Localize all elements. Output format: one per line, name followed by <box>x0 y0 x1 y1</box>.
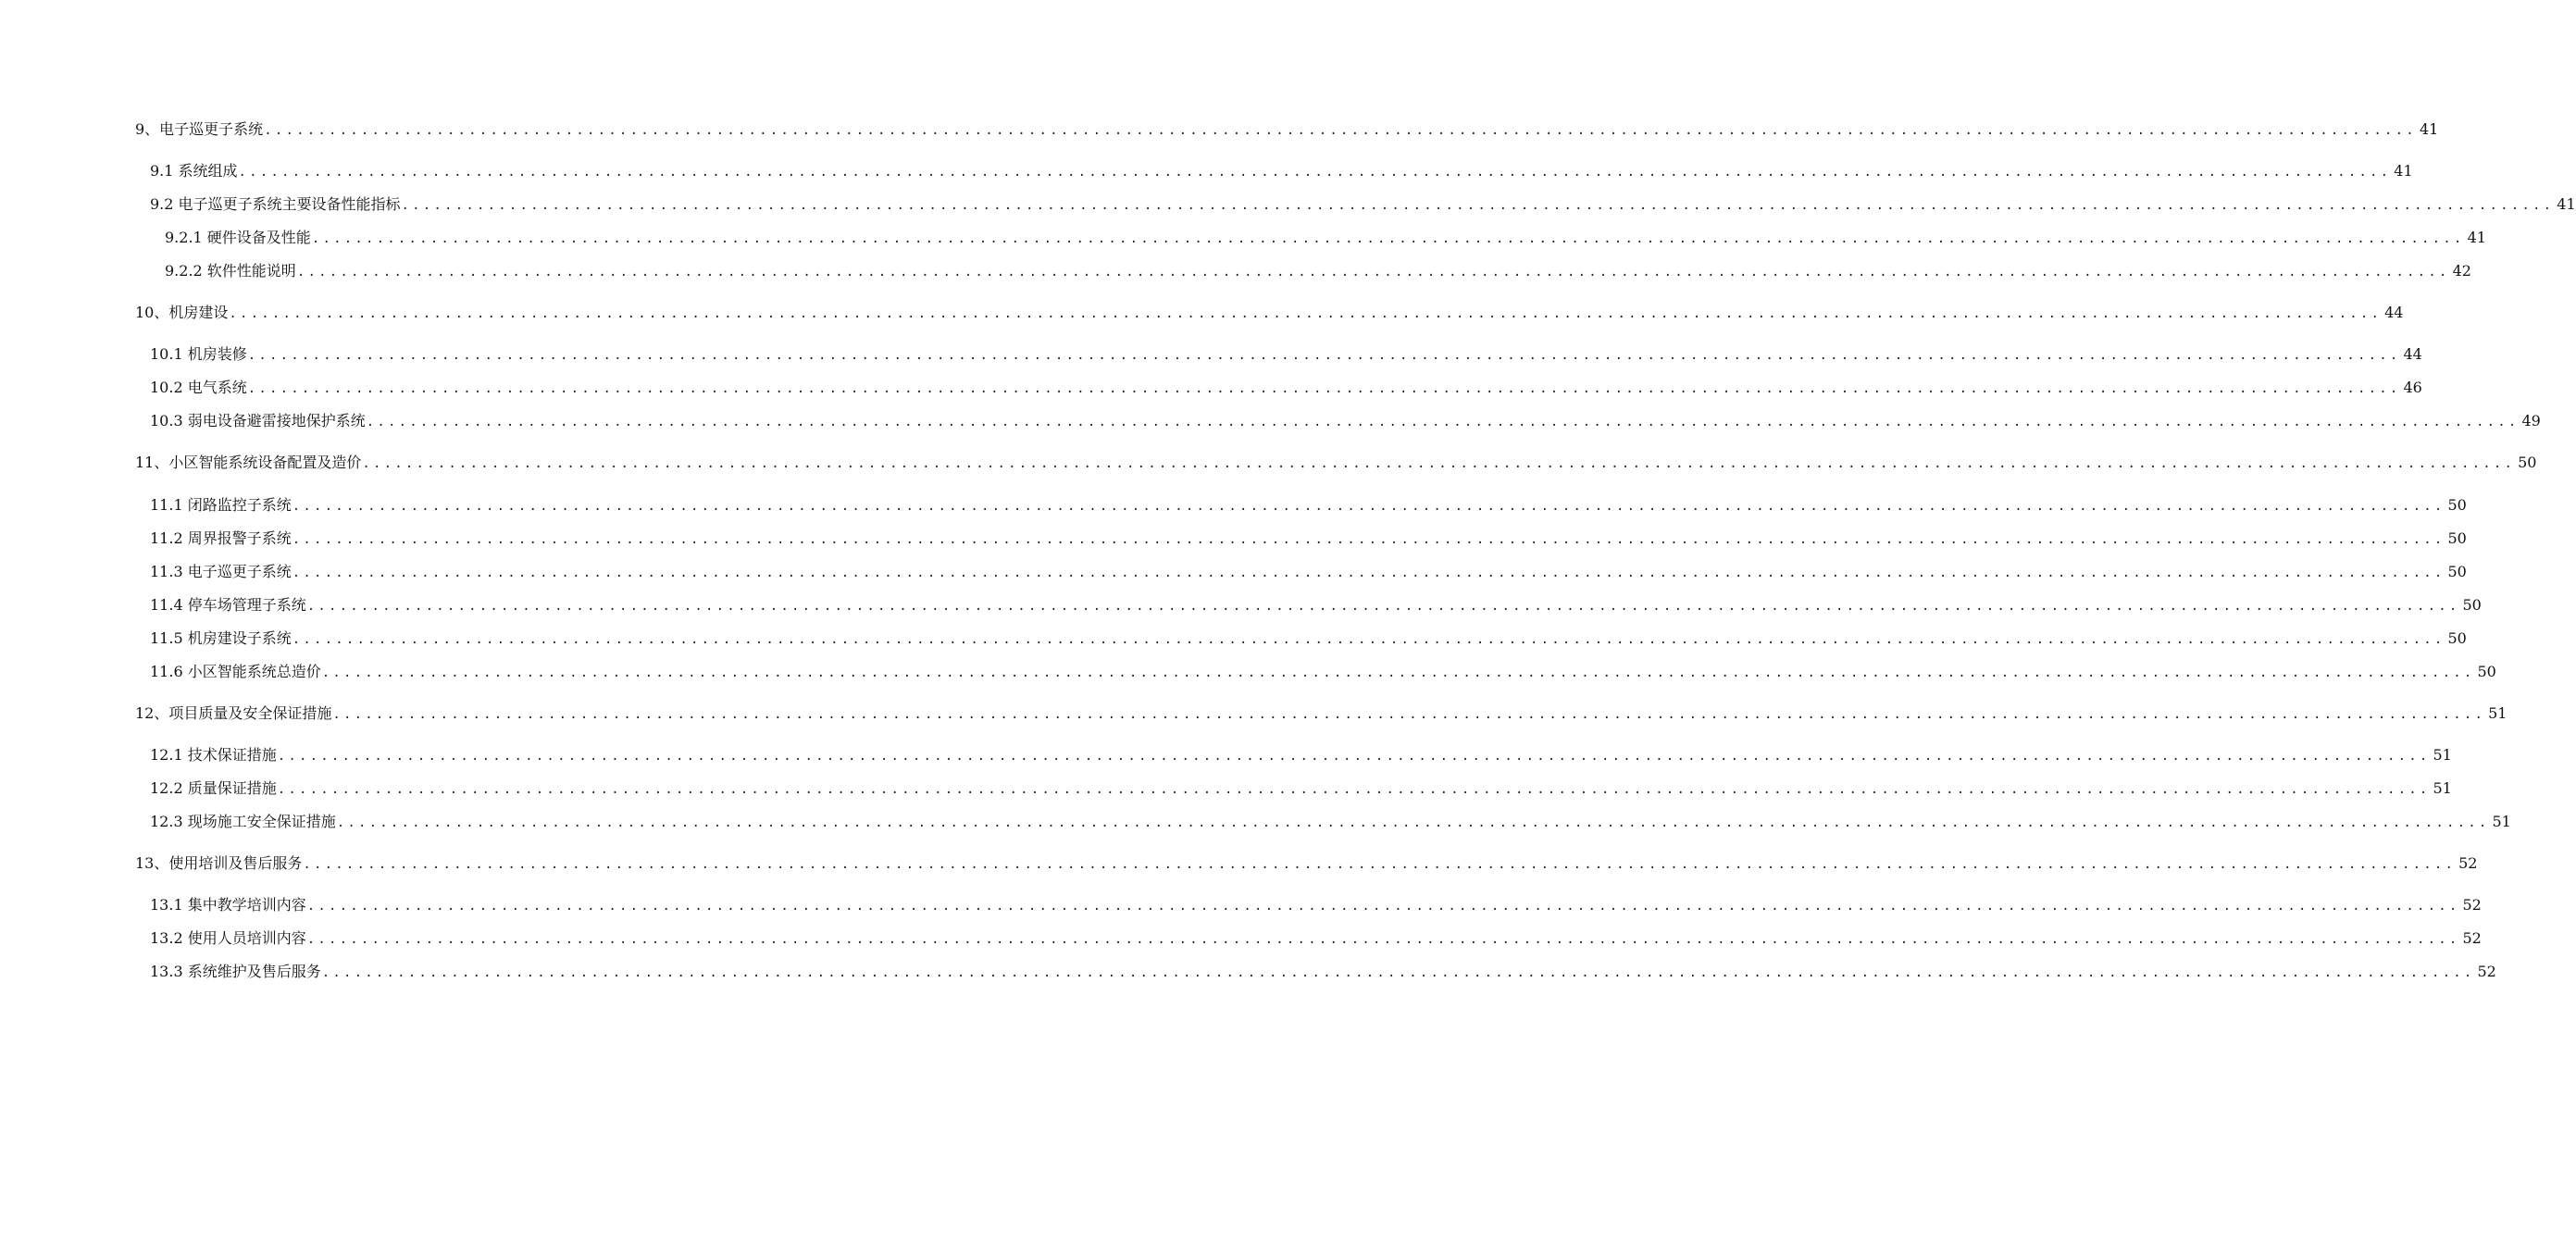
toc-page-number: 44 <box>2403 345 2422 363</box>
toc-title: 12.3 现场施工安全保证措施 <box>150 813 336 830</box>
toc-title: 9.2.1 硬件设备及性能 <box>165 229 311 246</box>
toc-leader-dots: ........................................................................................................................................................................................................ <box>264 123 2417 138</box>
toc-title: 13.3 系统维护及售后服务 <box>150 963 321 980</box>
toc-page-number: 50 <box>2447 629 2467 647</box>
toc-entry <box>165 258 2471 280</box>
toc-title: 10.1 机房装修 <box>150 345 247 363</box>
toc-entry <box>150 492 2467 515</box>
toc-title: 11.5 机房建设子系统 <box>150 629 292 647</box>
toc-title: 13.2 使用人员培训内容 <box>150 929 306 947</box>
toc-entry <box>150 926 2482 948</box>
toc-entry <box>150 526 2467 548</box>
toc-leader-dots: ........................................................................................................................................................................................................ <box>277 782 2431 797</box>
toc-leader-dots: ........................................................................................................................................................................................................ <box>247 381 2401 396</box>
toc-page-number: 52 <box>2462 929 2482 947</box>
toc-title: 11、小区智能系统设备配置及造价 <box>135 454 362 471</box>
toc-page-number: 50 <box>2447 563 2467 580</box>
toc-leader-dots: ........................................................................................................................................................................................................ <box>229 306 2383 321</box>
toc-title: 9.1 系统组成 <box>150 162 238 180</box>
toc-entry <box>150 776 2452 798</box>
toc-page-number: 50 <box>2477 663 2496 680</box>
toc-leader-dots: ........................................................................................................................................................................................................ <box>306 899 2460 914</box>
toc-title: 10、机房建设 <box>135 304 229 321</box>
toc-leader-dots: ........................................................................................................................................................................................................ <box>292 632 2445 647</box>
toc-leader-dots: ........................................................................................................................................................................................................ <box>292 566 2445 580</box>
toc-entry <box>150 592 2482 615</box>
toc-entry <box>150 626 2467 648</box>
toc-page-number: 50 <box>2518 454 2537 471</box>
toc-page-number: 41 <box>2467 229 2486 246</box>
toc-leader-dots: ........................................................................................................................................................................................................ <box>292 532 2445 547</box>
toc-entry <box>150 959 2496 981</box>
toc-entry <box>135 701 2508 723</box>
toc-leader-dots: ........................................................................................................................................................................................................ <box>238 165 2392 180</box>
toc-leader-dots: ........................................................................................................................................................................................................ <box>306 599 2460 614</box>
toc-entry <box>165 225 2486 247</box>
toc-entry <box>135 851 2478 873</box>
toc-leader-dots: ........................................................................................................................................................................................................ <box>292 499 2445 514</box>
toc-title: 11.1 闭路监控子系统 <box>150 496 292 514</box>
toc-leader-dots: ........................................................................................................................................................................................................ <box>277 749 2431 764</box>
toc-title: 9、电子巡更子系统 <box>135 120 264 138</box>
toc-entry <box>150 158 2413 180</box>
toc-title: 10.3 弱电设备避雷接地保护系统 <box>150 412 366 429</box>
toc-page-number: 52 <box>2477 963 2496 980</box>
toc-title: 9.2.2 软件性能说明 <box>165 262 296 280</box>
toc-page-number: 49 <box>2521 412 2541 429</box>
toc-leader-dots: ........................................................................................................................................................................................................ <box>296 265 2450 280</box>
toc-leader-dots: ........................................................................................................................................................................................................ <box>306 932 2460 947</box>
toc-title: 13、使用培训及售后服务 <box>135 854 303 872</box>
toc-entry <box>150 742 2452 765</box>
toc-page-number: 51 <box>2433 779 2452 797</box>
toc-title: 11.2 周界报警子系统 <box>150 529 292 547</box>
toc-entry <box>150 408 2541 430</box>
toc-title: 12.2 质量保证措施 <box>150 779 277 797</box>
toc-page-number: 50 <box>2447 529 2467 547</box>
toc-title: 11.6 小区智能系统总造价 <box>150 663 321 680</box>
toc-leader-dots: ........................................................................................................................................................................................................ <box>332 707 2486 722</box>
toc-entry <box>150 809 2511 831</box>
toc-title: 13.1 集中教学培训内容 <box>150 896 306 914</box>
toc-leader-dots: ........................................................................................................................................................................................................ <box>321 666 2475 680</box>
toc-page-number: 52 <box>2462 896 2482 914</box>
toc-title: 10.2 电气系统 <box>150 379 247 396</box>
toc-entry <box>150 375 2422 397</box>
toc-entry <box>150 559 2467 581</box>
toc-page-number: 41 <box>2394 162 2413 180</box>
toc-leader-dots: ........................................................................................................................................................................................................ <box>311 231 2465 246</box>
toc-entry <box>135 117 2439 139</box>
toc-leader-dots: ........................................................................................................................................................................................................ <box>366 415 2520 429</box>
toc-title: 11.4 停车场管理子系统 <box>150 596 306 614</box>
toc-entry <box>135 300 2404 322</box>
toc-page-number: 41 <box>2419 120 2439 138</box>
toc-leader-dots: ........................................................................................................................................................................................................ <box>336 815 2490 830</box>
toc-page-number: 42 <box>2452 262 2471 280</box>
toc-page-number: 52 <box>2458 854 2478 872</box>
toc-entry <box>150 192 2576 214</box>
toc-entry <box>150 342 2422 364</box>
toc-leader-dots: ........................................................................................................................................................................................................ <box>321 965 2475 980</box>
toc-leader-dots: ........................................................................................................................................................................................................ <box>401 198 2555 213</box>
toc-page-number: 51 <box>2488 704 2508 722</box>
toc-entry <box>135 450 2537 472</box>
toc-title: 12、项目质量及安全保证措施 <box>135 704 332 722</box>
toc-entry <box>150 892 2482 914</box>
toc-page-number: 46 <box>2403 379 2422 396</box>
toc-leader-dots: ........................................................................................................................................................................................................ <box>362 456 2516 471</box>
toc-page-number: 44 <box>2384 304 2404 321</box>
toc-page-number: 41 <box>2557 195 2576 213</box>
toc-page-number: 51 <box>2492 813 2511 830</box>
toc-title: 11.3 电子巡更子系统 <box>150 563 292 580</box>
toc-title: 9.2 电子巡更子系统主要设备性能指标 <box>150 195 401 213</box>
toc-page-number: 50 <box>2447 496 2467 514</box>
toc-entry <box>150 659 2496 681</box>
toc-leader-dots: ........................................................................................................................................................................................................ <box>247 348 2401 363</box>
toc-page-number: 50 <box>2462 596 2482 614</box>
toc-leader-dots: ........................................................................................................................................................................................................ <box>303 857 2457 872</box>
toc-page-number: 51 <box>2433 746 2452 764</box>
toc-title: 12.1 技术保证措施 <box>150 746 277 764</box>
